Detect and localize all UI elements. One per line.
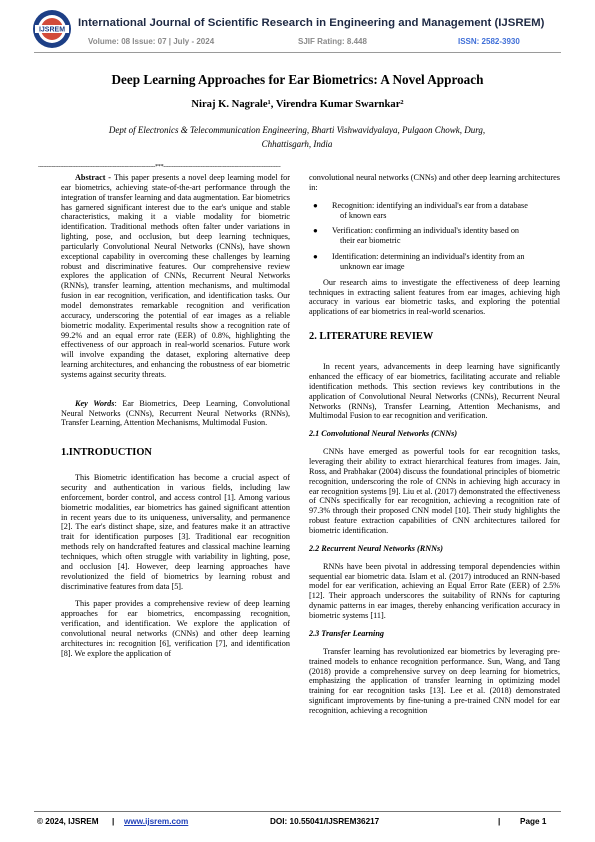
bullet-icon: ● xyxy=(313,200,318,210)
left-column xyxy=(61,173,290,658)
subsection-heading-cnn: 2.1 Convolutional Neural Networks (CNNs) xyxy=(309,429,458,439)
footer-doi: DOI: 10.55041/IJSREM36217 xyxy=(270,817,380,826)
keywords xyxy=(61,399,290,429)
research-aim-paragraph: Our research aims to investigate the effectiveness of deep learning techniques in extracting salient features from ear images, achieving high accuracy in various ear biometric tasks, and exploring the potential applications of ear biometrics in real-world scenarios. xyxy=(309,277,560,317)
task-list xyxy=(309,201,560,272)
abstract xyxy=(61,173,290,380)
paper-title: Deep Learning Approaches for Ear Biometrics: A Novel Approach xyxy=(111,72,484,87)
keywords-text: : Ear Biometrics, Deep Learning, Convolutional Neural Networks (CNNs), Recurrent Neural Networks (RNNs), Transfer Learning, Attention Mechanisms, Multimodal Fusion. xyxy=(61,398,290,428)
logo-text: IJSREM xyxy=(38,26,66,34)
bullet-icon: ● xyxy=(313,226,318,236)
volume-issue: Volume: 08 Issue: 07 | July - 2024 xyxy=(88,37,215,46)
header-divider xyxy=(34,52,561,53)
transfer-learning-paragraph: Transfer learning has revolutionized ear biometrics by leveraging pre-trained models to enhance recognition performance. Sun, Wang, and Tang (2018) provide a comprehensive survey on deep learning for biometrics, emphasizing the application of transfer learning in optimizing model training for ear recognition tasks [13]. Lee et al. (2018) demonstrated significant improvements by fine-tuning a pre-trained CNN model for ear recognition, achieving a recognition xyxy=(309,646,560,715)
rnn-paragraph: RNNs have been pivotal in addressing temporal dependencies within sequential ear biometric data. Islam et al. (2017) introduced an RNN-based model for ear verification, achieving an Equal Error Rate (EER) of 2.5% [12]. Their approach underscores the suitability of RNNs for capturing dynamic patterns in ear images, thereby enhancing verification accuracy in biometric systems [11]. xyxy=(309,561,560,620)
abstract-label: Abstract - xyxy=(75,173,114,182)
introduction-paragraph-1: This Biometric identification has become a crucial aspect of security and authentication in various fields, including law enforcement, border control, and access control [1]. Among various biometric modalities, ear biometrics has gained significant attention in recent years due to its uniqueness, universality, and permanence [2]. The ear's distinct shape, size, and features make it an attractive trait for identification purposes [3]. Traditional ear recognition methods rely on handcrafted features and classical machine learning techniques, which often struggle with variability in lighting, pose, and occlusion [4]. However, deep learning approaches have revolutionized the field of biometrics by learning robust and discriminative features from data [5]. xyxy=(61,473,290,591)
footer-copyright: © 2024, IJSREM xyxy=(37,817,99,826)
paper-authors: Niraj K. Nagrale¹, Virendra Kumar Swarnkar² xyxy=(191,99,404,110)
abstract-text: This paper presents a novel deep learning model for ear biometrics, achieving state-of-the-art performance through the integration of transfer learning and data augmentation. Ear biometrics has garnered significant interest due to the ear's unique and stable characteristics, making it a viable modality for biometric identification. Traditional methods often falter under variations in lighting, pose, and occlusion, but deep learning techniques, particularly Convolutional Neural Networks (CNNs), have shown exceptional capability in overcoming these challenges by learning robust and discriminative features. Our comprehensive review explores the application of CNNs, Recurrent Neural Networks (RNNs), transfer learning, attention mechanisms, and multimodal fusion in ear recognition, verification, and identification tasks. Our model demonstrates remarkable recognition and verification accuracy, underscoring the potential of ear images as a reliable biometric modality. Experimental results show a recognition rate of 99.2% and an equal error rate (EER) of 0.8%, highlighting the effectiveness of our approach in real-world scenarios. Future work will involve expanding the dataset, exploring alternative deep learning architectures, and enhancing the robustness of ear biometric systems against security threats. xyxy=(61,173,290,379)
footer-separator: | xyxy=(498,817,501,826)
issn: ISSN: 2582-3930 xyxy=(458,37,520,46)
literature-review-paragraph: In recent years, advancements in deep learning have significantly enhanced the efficacy of ear biometrics, facilitating accurate and reliable identification methods. This section reviews key contributions in the application of Convolutional Neural Networks (CNNs), Recurrent Neural Networks (RNNs), Transfer Learning, Attention Mechanisms, and Multimodal Fusion to ear recognition and verification. xyxy=(309,362,560,421)
journal-name: International Journal of Scientific Research in Engineering and Management (IJSREM) xyxy=(78,17,545,29)
bullet-icon: ● xyxy=(313,252,318,262)
footer-divider xyxy=(34,811,561,812)
affiliation-line-1: Dept of Electronics & Telecommunication Engineering, Bharti Vishwavidyalaya, Pulgaon Chowk, Durg, xyxy=(108,125,486,135)
section-heading-introduction: 1.INTRODUCTION xyxy=(61,447,152,459)
author-affiliation xyxy=(62,123,532,151)
journal-logo xyxy=(32,9,72,49)
affiliation-line-2: Chhattisgarh, India xyxy=(261,139,333,149)
subsection-heading-transfer-learning: 2.3 Transfer Learning xyxy=(309,628,384,638)
footer-website-link[interactable]: www.ijsrem.com xyxy=(124,817,189,826)
introduction-paragraph-2: This paper provides a comprehensive review of deep learning approaches for ear biometrics, encompassing recognition, verification, and identification. We explore the application of convolutional neural networks (CNNs) and other deep learning architectures in: recognition [6], verification [7], and identification [8]. We explore the application of xyxy=(61,599,290,658)
footer-separator: | xyxy=(112,817,115,826)
cnn-paragraph: CNNs have emerged as powerful tools for ear recognition tasks, leveraging their ability to extract hierarchical features from images. Jain, Ross, and Prabhakar (2004) discuss the foundational principles of biometric recognition, underscoring the role of CNNs in achieving high accuracy in ear recognition systems [9]. Liu et al. (2017) demonstrated the effectiveness of CNNs specifically for ear recognition, achieving a recognition rate of 97.3% through their proposed CNN model [10]. Their study highlights the robust feature extraction capabilities of CNN architectures tailored for biometric identification. xyxy=(309,447,560,535)
list-item: ● Identification: determining an individual's identity from an unknown ear image xyxy=(313,252,525,271)
list-item: ● Verification: confirming an individual's identity based on their ear biometric xyxy=(313,226,520,246)
subsection-heading-rnn: 2.2 Recurrent Neural Networks (RNNs) xyxy=(309,543,443,553)
list-item: ● Recognition: identifying an individual's ear from a database of known ears xyxy=(313,200,528,220)
sjif-rating: SJIF Rating: 8.448 xyxy=(298,37,367,46)
journal-header xyxy=(0,0,595,56)
section-separator: ---------------------------------------------------------------------***--------------------------------------------------------------------- xyxy=(38,164,281,170)
keywords-label: Key Words xyxy=(75,398,115,408)
right-column xyxy=(309,173,560,716)
continued-paragraph: convolutional neural networks (CNNs) and other deep learning architectures in: xyxy=(309,173,560,192)
page-number: Page 1 xyxy=(520,817,547,826)
section-heading-literature-review: 2. LITERATURE REVIEW xyxy=(309,331,434,343)
